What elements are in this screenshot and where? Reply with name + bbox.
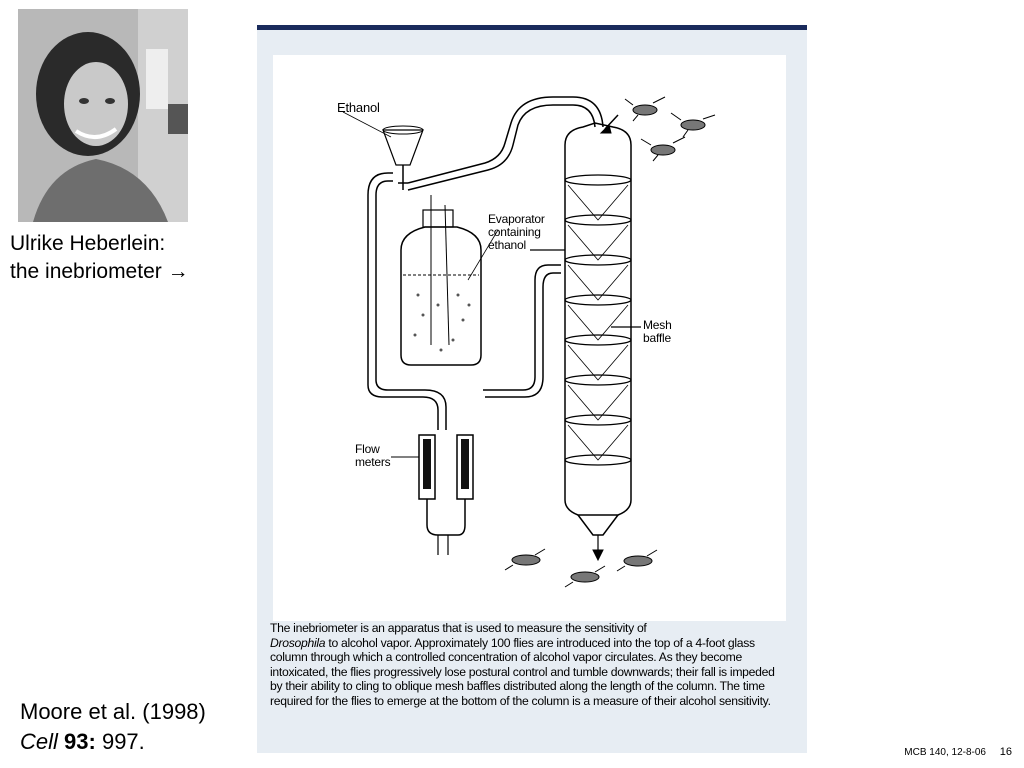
label-flow-line-2: meters — [355, 455, 391, 469]
portrait-photo — [18, 9, 188, 222]
description-part-2: to alcohol vapor. Approximately 100 flies are introduced into the top of a 4-foot glass column through which a controlled concentration of alcohol vapor circulates. As they become intoxicated, the flies progressively lose postural control and tumble downwards; their fall is impeded by their ability to cling to oblique mesh baffles distributed along the length of the column. The time required for the flies to emerge at the bottom of the column is a measure of their alcohol sensitivity. — [270, 635, 775, 708]
figure-description — [270, 621, 780, 709]
label-mesh-line-1: Mesh — [643, 318, 672, 332]
page-number: 16 — [999, 746, 1012, 758]
figure-panel — [257, 25, 807, 753]
label-evaporator-line-3: ethanol — [488, 238, 526, 252]
citation-journal: Cell — [20, 729, 58, 754]
description-part-1: The inebriometer is an apparatus that is used to measure the sensitivity of — [270, 621, 647, 635]
caption-line-2: the inebriometer → — [10, 260, 189, 283]
citation-reference — [20, 727, 206, 757]
citation-page: 997. — [101, 729, 145, 754]
label-evaporator-line-2: containing — [488, 225, 541, 239]
inebriometer-diagram — [273, 55, 786, 621]
photo-caption — [10, 230, 189, 286]
citation-authors: Moore et al. (1998) — [20, 699, 206, 724]
label-ethanol: Ethanol — [337, 100, 380, 115]
label-evaporator-line-1: Evaporator — [488, 212, 545, 226]
label-mesh-line-2: baffle — [643, 331, 671, 345]
footer-course: MCB 140, 12-8-06 — [904, 747, 986, 758]
caption-line-1: Ulrike Heberlein: — [10, 232, 166, 255]
label-flow-line-1: Flow — [355, 442, 380, 456]
label-mesh-baffle — [643, 319, 672, 345]
citation-volume: 93: — [64, 729, 96, 754]
citation — [20, 697, 206, 757]
label-flow-meters — [355, 443, 390, 469]
label-evaporator — [488, 213, 545, 252]
description-species: Drosophila — [270, 635, 326, 650]
